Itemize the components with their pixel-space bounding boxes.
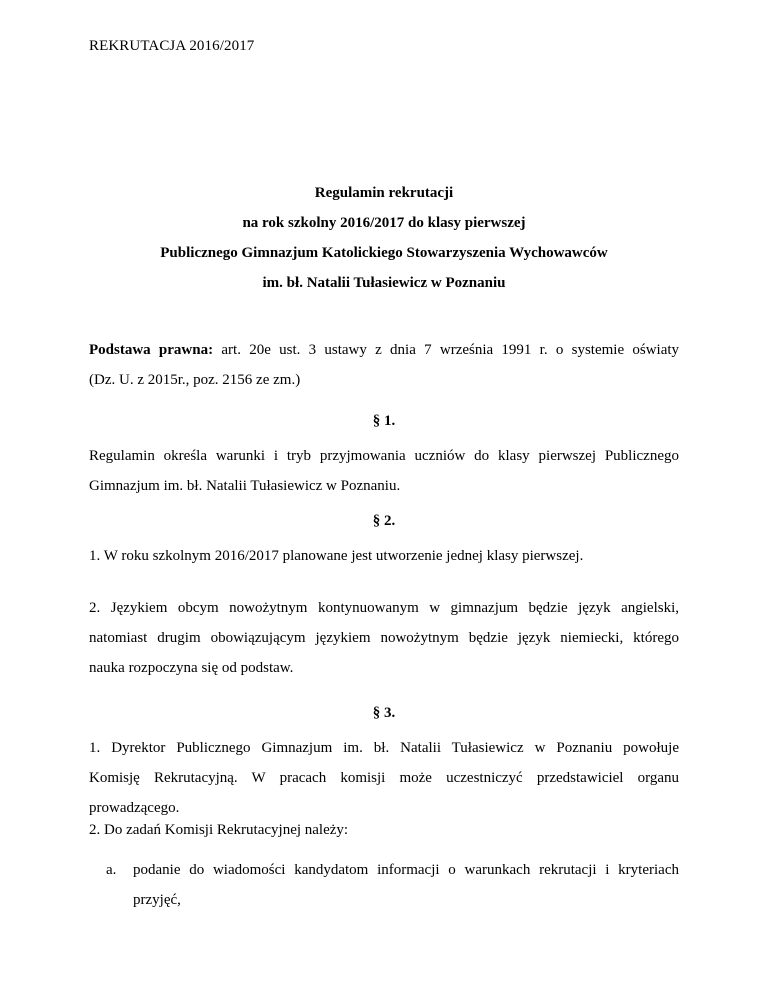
paragraph-line: 2. Językiem obcym nowożytnym kontynuowanym w gimnazjum będzie język angielski, xyxy=(89,600,679,616)
section-3-paragraph-1 xyxy=(89,733,679,823)
paragraph-line: 1. W roku szkolnym 2016/2017 planowane jest utworzenie jednej klasy pierwszej. xyxy=(89,548,584,564)
section-2-paragraph-1 xyxy=(89,541,679,571)
paragraph-line: Gimnazjum im. bł. Natalii Tułasiewicz w Poznaniu. xyxy=(89,478,401,494)
paragraph-line: 1. Dyrektor Publicznego Gimnazjum im. bł. Natalii Tułasiewicz w Poznaniu powołuje xyxy=(89,740,679,756)
legal-basis xyxy=(89,335,679,395)
paragraph-line: Regulamin określa warunki i tryb przyjmowania uczniów do klasy pierwszej Publicznego xyxy=(89,448,679,464)
legal-basis-text: art. 20e ust. 3 ustawy z dnia 7 września 1991 r. o systemie oświaty xyxy=(221,342,680,358)
paragraph-line: 2. Do zadań Komisji Rekrutacyjnej należy: xyxy=(89,822,349,838)
document-title-line-4: im. bł. Natalii Tułasiewicz w Poznaniu xyxy=(262,275,506,291)
section-1-paragraph xyxy=(89,441,679,501)
list-item-line: przyjęć, xyxy=(133,892,181,908)
document-title-line-1: Regulamin rekrutacji xyxy=(314,185,454,201)
legal-basis-line-2: (Dz. U. z 2015r., poz. 2156 ze zm.) xyxy=(89,372,301,388)
paragraph-line: natomiast drugim obowiązującym językiem nowożytnym będzie język niemiecki, którego xyxy=(89,630,679,646)
section-2-paragraph-2 xyxy=(89,593,679,683)
document-title-line-2: na rok szkolny 2016/2017 do klasy pierwszej xyxy=(242,215,526,231)
legal-basis-line-1 xyxy=(89,335,679,365)
section-3-heading: § 3. xyxy=(372,705,396,721)
paragraph-line: nauka rozpoczyna się od podstaw. xyxy=(89,660,294,676)
legal-basis-label: Podstawa prawna: xyxy=(89,342,214,358)
section-3-paragraph-2 xyxy=(89,815,679,845)
list-item-line: podanie do wiadomości kandydatom informacji o warunkach rekrutacji i kryteriach xyxy=(133,862,679,878)
paragraph-line: Komisję Rekrutacyjną. W pracach komisji może uczestniczyć przedstawiciel organu xyxy=(89,770,679,786)
document-title-line-3: Publicznego Gimnazjum Katolickiego Stowarzyszenia Wychowawców xyxy=(160,245,608,261)
section-1-heading: § 1. xyxy=(372,413,396,429)
page-header: REKRUTACJA 2016/2017 xyxy=(89,38,255,54)
list-marker: a. xyxy=(106,862,117,878)
paragraph-line: prowadzącego. xyxy=(89,800,180,816)
list-item xyxy=(106,855,679,915)
section-2-heading: § 2. xyxy=(372,513,396,529)
list-item-text xyxy=(133,855,679,915)
